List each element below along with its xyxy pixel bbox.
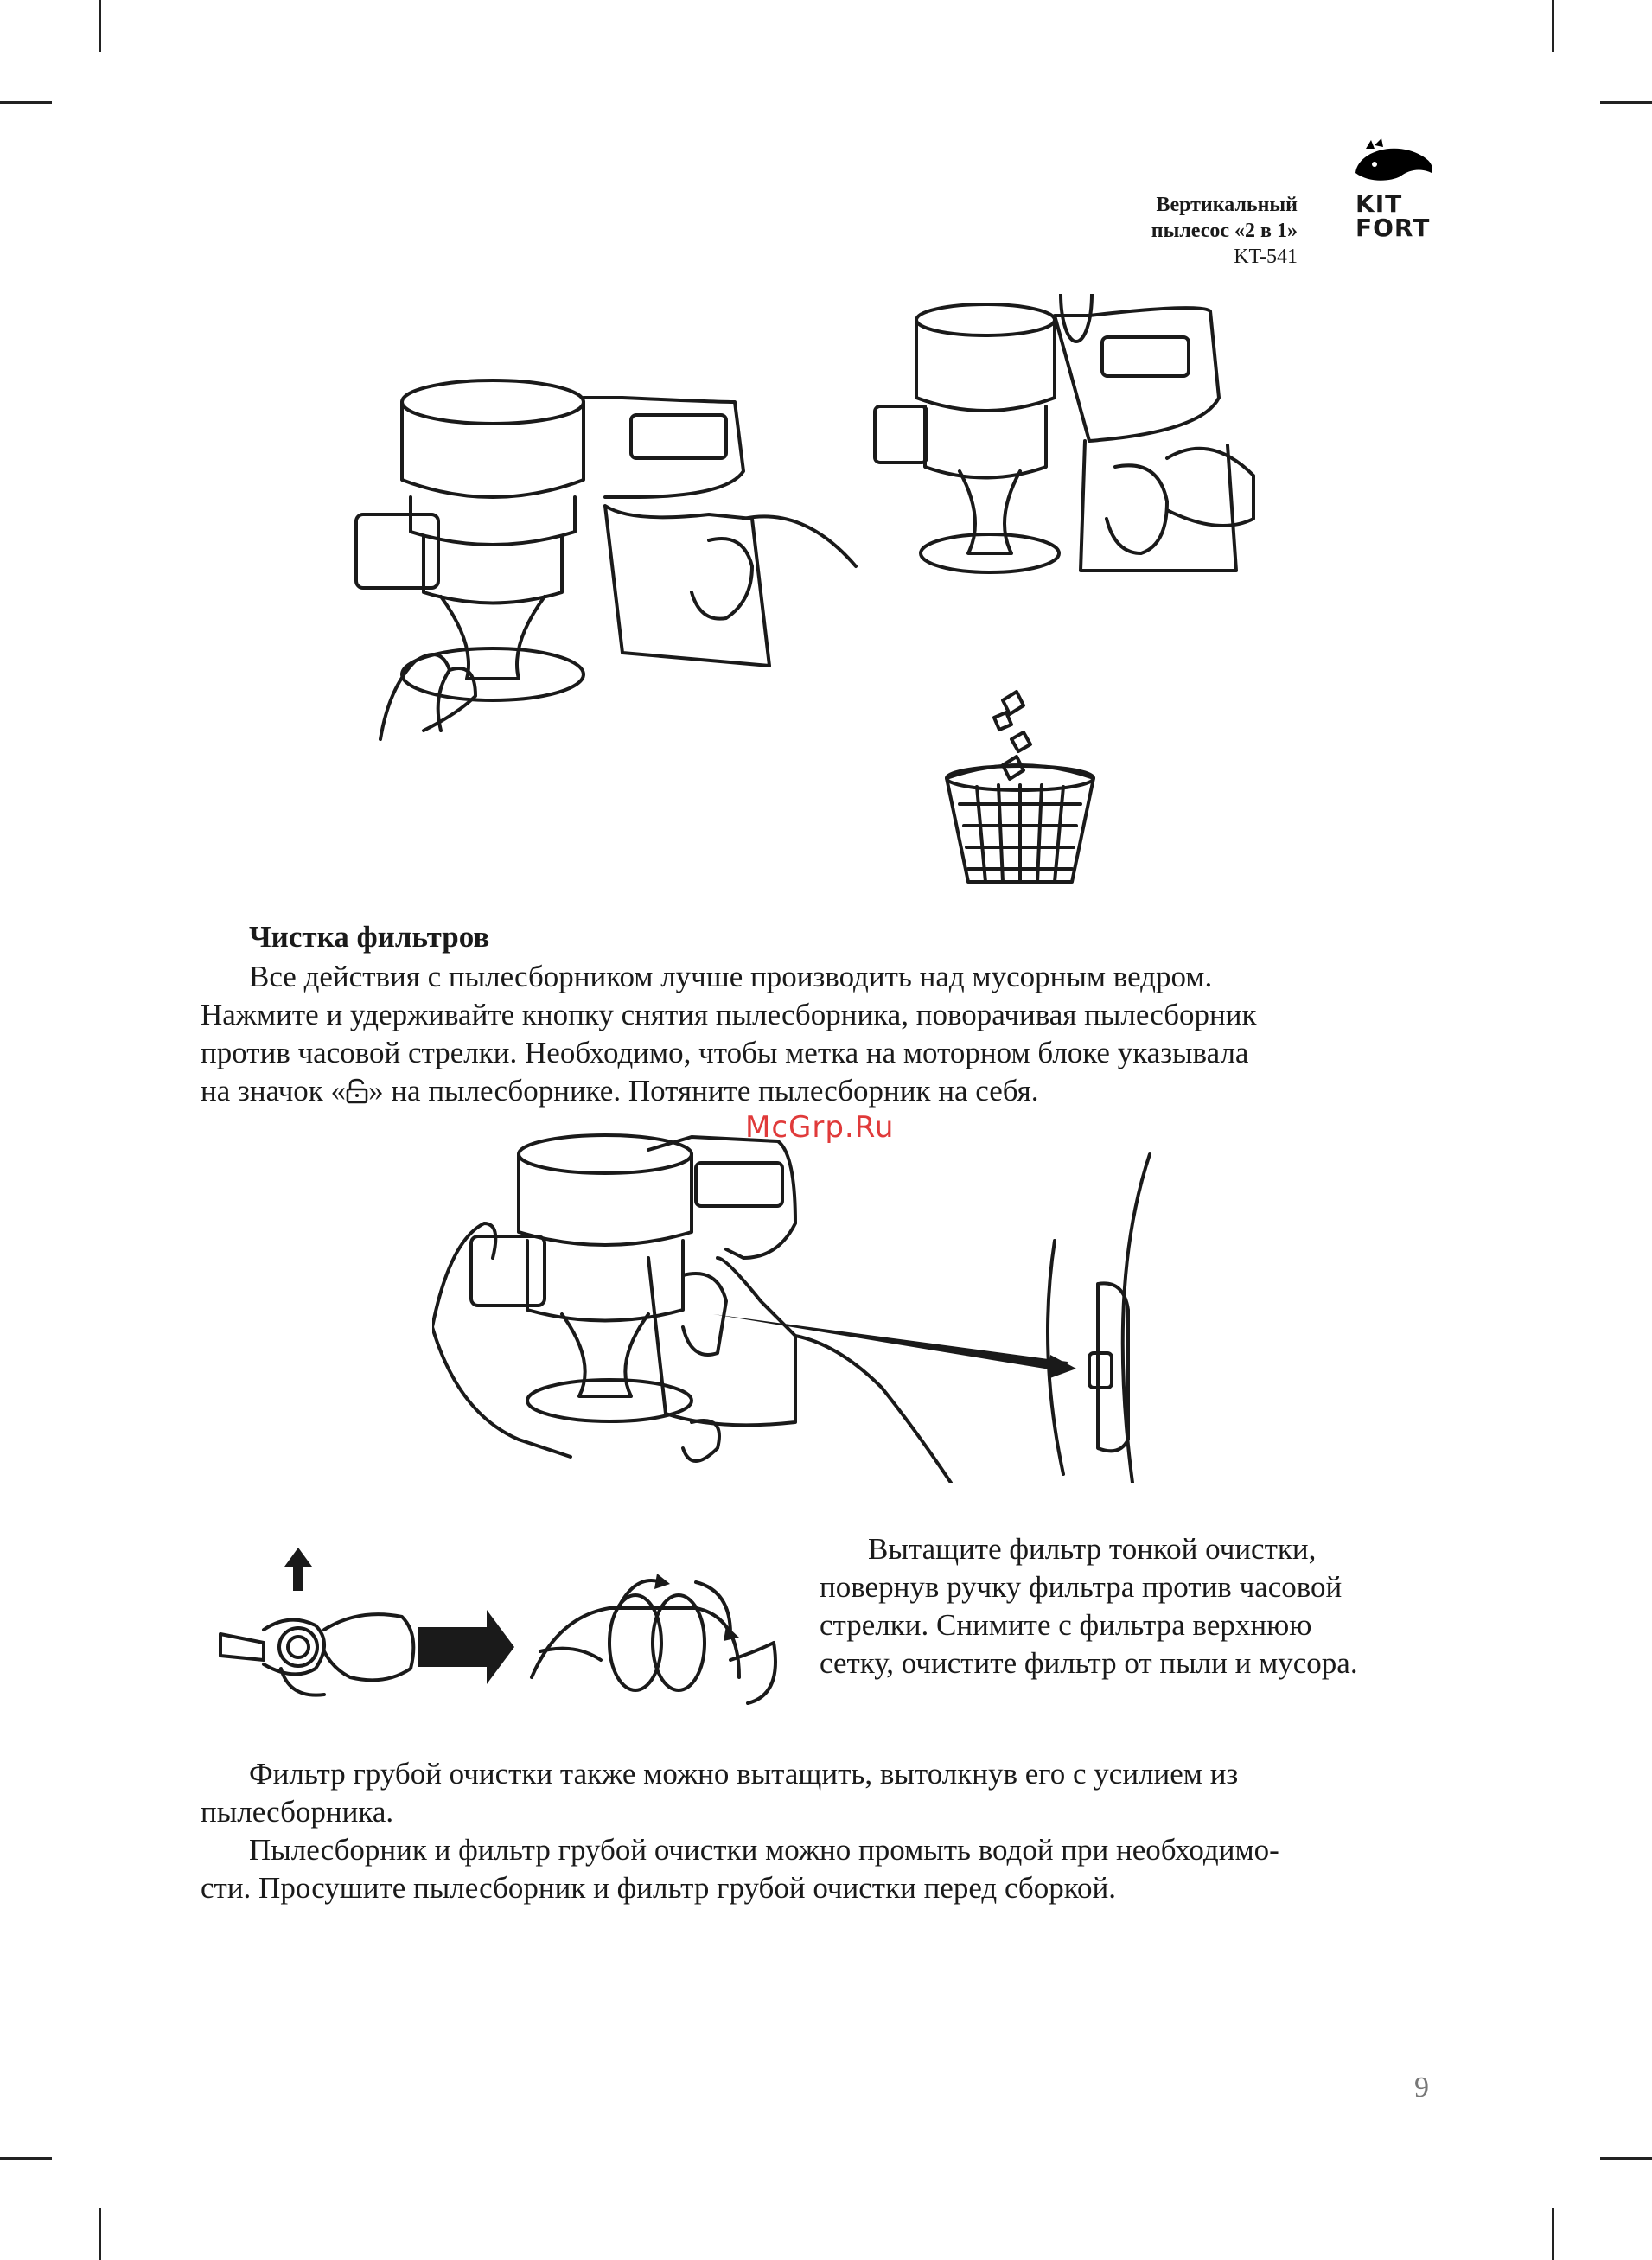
- watermark: McGrp.Ru: [745, 1110, 895, 1145]
- p4-line1: Пылесборник и фильтр грубой очистки можно промыть водой при необходимо-: [249, 1833, 1279, 1867]
- paragraph-2: [820, 1530, 1442, 1682]
- header-line2: пылесос «2 в 1»: [1151, 220, 1298, 242]
- p1-line4: [201, 1072, 1445, 1110]
- p4-line2: сти. Просушите пылесборник и фильтр грубой очистки перед сборкой.: [201, 1871, 1116, 1905]
- crop-mark: [0, 2157, 52, 2160]
- crop-mark: [1600, 101, 1652, 104]
- page-number: 9: [1414, 2072, 1429, 2104]
- logo-bottom: FORT: [1355, 214, 1431, 242]
- p1-line4b: » на пылесборнике. Потяните пылесборник на себя.: [368, 1074, 1039, 1108]
- header-title: [1151, 192, 1298, 270]
- p2-line1: Вытащите фильтр тонкой очистки,: [868, 1532, 1317, 1566]
- header-model: KT-541: [1234, 246, 1298, 268]
- paragraph-1: [201, 958, 1445, 1110]
- unlock-icon: [346, 1076, 368, 1101]
- illustration-release-button: [432, 1128, 1245, 1483]
- crop-mark: [1600, 2157, 1652, 2160]
- p1-line1: Все действия с пылесборником лучше производить над мусорным ведром.: [249, 960, 1213, 993]
- crop-mark: [99, 0, 101, 52]
- illustration-remove-container: [346, 367, 864, 757]
- crop-mark: [1552, 2208, 1554, 2260]
- p3-line2: пылесборника.: [201, 1795, 394, 1829]
- illustration-fine-filter: [212, 1548, 791, 1712]
- p2-line4: сетку, очистите фильтр от пыли и мусора.: [820, 1646, 1358, 1680]
- p2-line2: повернув ручку фильтра против часовой: [820, 1570, 1343, 1604]
- crop-mark: [0, 101, 52, 104]
- logo-top: KIT: [1355, 189, 1403, 218]
- header-line1: Вертикальный: [1156, 194, 1298, 216]
- paragraph-3: [201, 1755, 1445, 1907]
- p1-line3: против часовой стрелки. Необходимо, чтобы метка на моторном блоке указывала: [201, 1036, 1249, 1069]
- p3-line1: Фильтр грубой очистки также можно вытащить, вытолкнув его с усилием из: [249, 1757, 1239, 1791]
- p2-line3: стрелки. Снимите с фильтра верхнюю: [820, 1608, 1312, 1642]
- section-title: Чистка фильтров: [249, 920, 490, 954]
- illustration-empty-container: [864, 294, 1262, 891]
- p1-line2: Нажмите и удерживайте кнопку снятия пылесборника, поворачивая пылесборник: [201, 998, 1257, 1031]
- crop-mark: [1552, 0, 1554, 52]
- p1-line4a: на значок «: [201, 1074, 347, 1108]
- crop-mark: [99, 2208, 101, 2260]
- logo-text: [1355, 189, 1431, 242]
